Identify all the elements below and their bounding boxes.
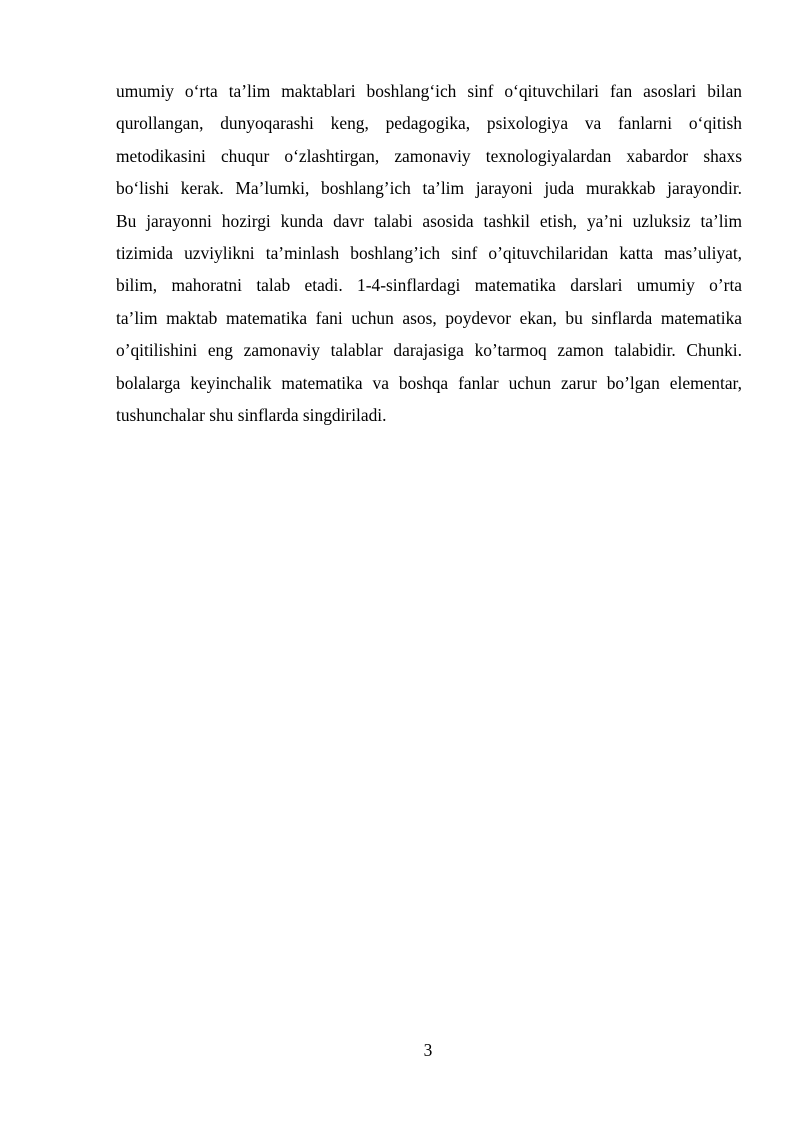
paragraph-line: bo‘lishi kerak. Ma’lumki, boshlang’ich ta’lim jarayoni juda murakkab jarayondir. — [116, 178, 742, 199]
paragraph-line: tizimida uzviylikni ta’minlash boshlang’ich sinf o’qituvchilaridan katta mas’uliyat, — [116, 242, 742, 263]
paragraph-line: tushunchalar shu sinflarda singdiriladi. — [116, 404, 387, 425]
paragraph-line: umumiy o‘rta ta’lim maktablari boshlang‘ich sinf o‘qituvchilari fan asoslari bilan — [116, 81, 742, 101]
paragraph-line: bolalarga keyinchalik matematika va boshqa fanlar uchun zarur bo’lgan elementar, — [116, 372, 742, 393]
paragraph-line: bilim, mahoratni talab etadi. 1-4-sinflardagi matematika darslari umumiy o’rta — [116, 275, 742, 296]
page-number: 3 — [423, 1040, 433, 1060]
paragraph-line: qurollangan, dunyoqarashi keng, pedagogika, psixologiya va fanlarni o‘qitish — [116, 113, 742, 134]
body-paragraph — [116, 75, 742, 431]
paragraph-line: Bu jarayonni hozirgi kunda davr talabi asosida tashkil etish, ya’ni uzluksiz ta’lim — [116, 210, 742, 231]
paragraph-line: o’qitilishini eng zamonaviy talablar darajasiga ko’tarmoq zamon talabidir. Chunki. — [116, 340, 742, 361]
paragraph-line: ta’lim maktab matematika fani uchun asos, poydevor ekan, bu sinflarda matematika — [116, 307, 742, 328]
paragraph-line: metodikasini chuqur o‘zlashtirgan, zamonaviy texnologiyalardan xabardor shaxs — [116, 145, 742, 166]
